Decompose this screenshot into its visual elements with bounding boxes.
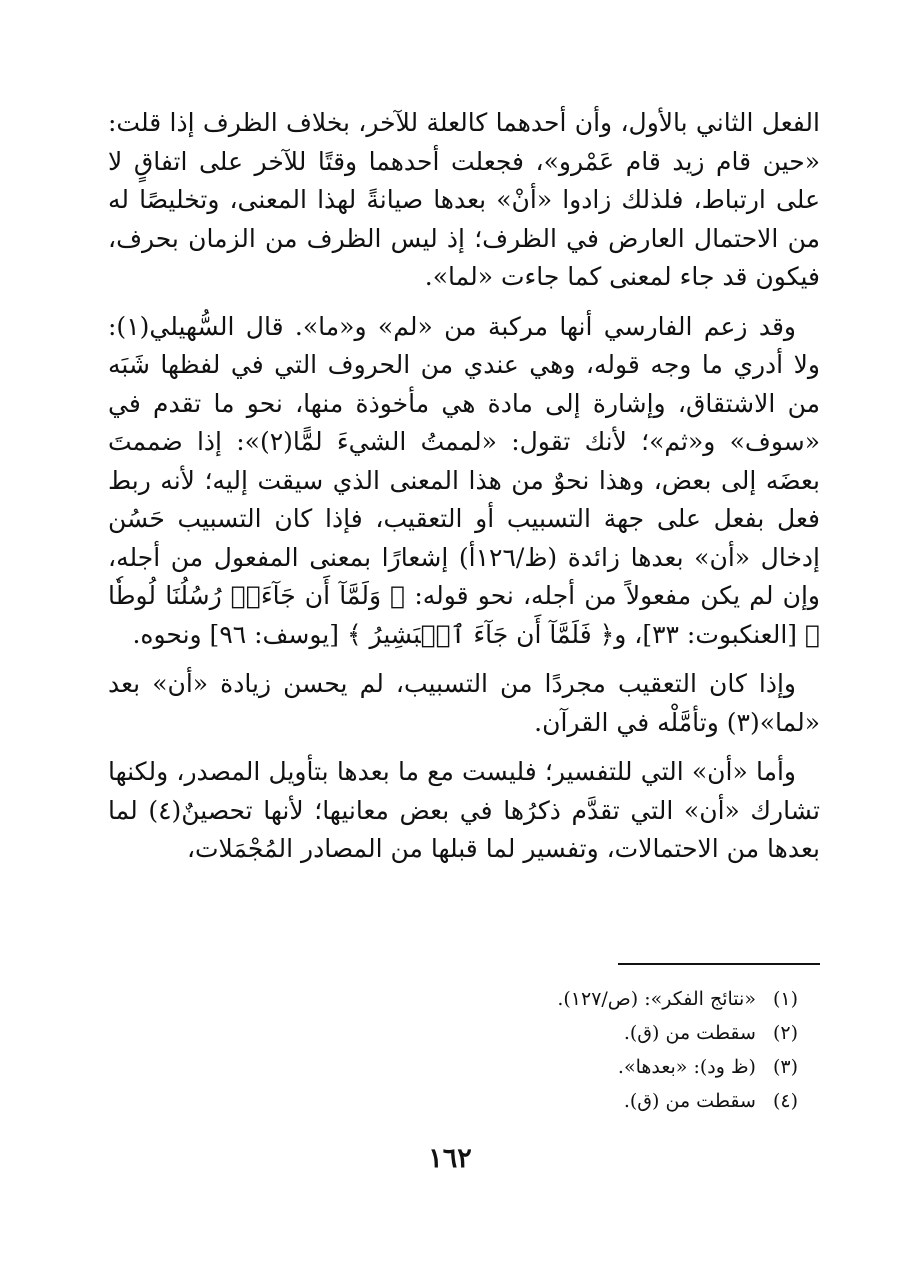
footnote-text: سقطت من (ق). (623, 1090, 756, 1112)
paragraph: وقد زعم الفارسي أنها مركبة من «لم» و«ما». قال السُّهيلي(١): ولا أدري ما وجه قوله، وهي عندي من الحروف التي في لفظها شَبَه من الاشتقاق، وإشارة إلى مادة هي مأخوذة منها، نحو ما تقدم في «سوف» و«ثم»؛ لأنك تقول: «لممتُ الشيءَ لمًّا(٢)»: إذا ضممتَ بعضَه إلى بعض، وهذا نحوٌ من هذا المعنى الذي سيقت إليه؛ لأنه ربط فعل بفعل على جهة التسبيب أو التعقيب، فإذا كان التسبيب حَسُن إدخال «أن» بعدها زائدة (ظ/١٢٦أ) إشعارًا بمعنى المفعول من أجله، وإن لم يكن مفعولاً من أجله، نحو قوله: ﴿ وَلَمَّآ أَن جَآءَتۡ رُسُلُنَا لُوطٗا ﴾ [العنكبوت: ٣٣]، و﴿ فَلَمَّآ أَن جَآءَ ٱلۡبَشِيرُ ﴾ [يوسف: ٩٦] ونحوه. (108, 311, 820, 649)
footnote (300, 1084, 798, 1118)
page-number: ١٦٢ (428, 1143, 472, 1174)
footnote-number: (٣) (772, 1056, 798, 1078)
footnote (300, 1016, 798, 1050)
footnote-text: سقطت من (ق). (623, 1022, 756, 1044)
paragraph: وإذا كان التعقيب مجردًا من التسبيب، لم يحسن زيادة «أن» بعد «لما»(٣) وتأمَّلْه في القرآن. (108, 669, 820, 737)
paragraph: وأما «أن» التي للتفسير؛ فليست مع ما بعدها بتأويل المصدر، ولكنها تشارك «أن» التي تقدَّم ذكرُها في بعض معانيها؛ لأنها تحصينٌ(٤) لما بعدها من الاحتمالات، وتفسير لما قبلها من المصادر المُجْمَلات، (108, 757, 820, 863)
footnote (300, 1050, 798, 1084)
footnote-divider (618, 963, 820, 965)
footnote-text: (ظ ود): «بعدها». (617, 1056, 756, 1078)
footnote-number: (٢) (772, 1022, 798, 1044)
body-text (108, 104, 820, 880)
footnote-number: (١) (772, 988, 798, 1010)
footnote-text: «نتائج الفكر»: (ص/١٢٧). (557, 988, 756, 1010)
paragraph: الفعل الثاني بالأول، وأن أحدهما كالعلة للآخر، بخلاف الظرف إذا قلت: «حين قام زيد قام عَمْرو»، فجعلت أحدهما وقتًا للآخر على اتفاقٍ لا على ارتباط، فلذلك زادوا «أنْ» بعدها صيانةً لهذا المعنى، وتخليصًا له من الاحتمال العارض في الظرف؛ إذ ليس الظرف من الزمان بحرف، فيكون قد جاء لمعنى كما جاءت «لما». (108, 108, 820, 291)
footnotes (300, 982, 798, 1118)
footnote-number: (٤) (772, 1090, 798, 1112)
footnote (300, 982, 798, 1016)
